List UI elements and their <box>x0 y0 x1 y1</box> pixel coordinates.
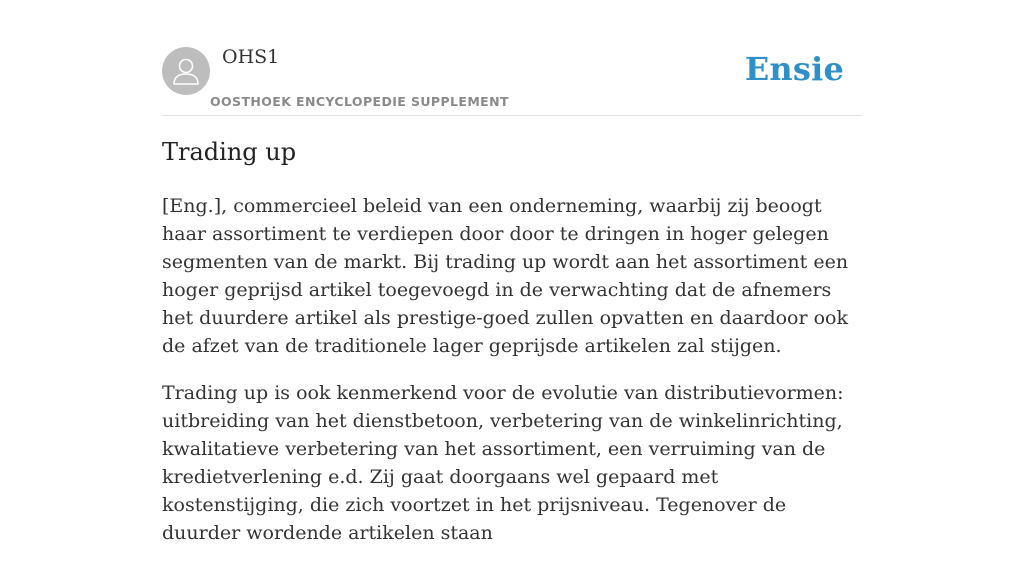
paragraph: Trading up is ook kenmerkend voor de evolutie van distributievormen: uitbreiding van het dienstbetoon, verbetering van de winkelinrichting, kwalitatieve verbetering van het assortiment, een verruiming van de kredietverlening e.d. Zij gaat doorgaans wel gepaard met kostenstijging, die zich voortzet in het prijsniveau. Tegenover de duurder wordende artikelen staan <box>162 382 844 544</box>
avatar[interactable] <box>162 47 210 95</box>
article-header <box>162 0 862 116</box>
page-title: Trading up <box>162 138 297 166</box>
brand-logo[interactable]: Ensie <box>744 50 844 88</box>
source-label: OOSTHOEK ENCYCLOPEDIE SUPPLEMENT <box>210 94 509 109</box>
paragraph: [Eng.], commercieel beleid van een onderneming, waarbij zij beoogt haar assortiment te verdiepen door door te dringen in hoger gelegen segmenten van de markt. Bij trading up wordt aan het assortiment een hoger geprijsd artikel toegevoegd in de verwachting dat de afnemers het duurdere artikel als prestige-goed zullen opvatten en daardoor ook de afzet van de traditionele lager geprijsde artikelen zal stijgen. <box>162 195 849 357</box>
user-icon <box>162 47 210 95</box>
author-link[interactable]: OHS1 <box>222 46 280 68</box>
article-page <box>162 0 862 544</box>
article-body <box>162 192 862 566</box>
